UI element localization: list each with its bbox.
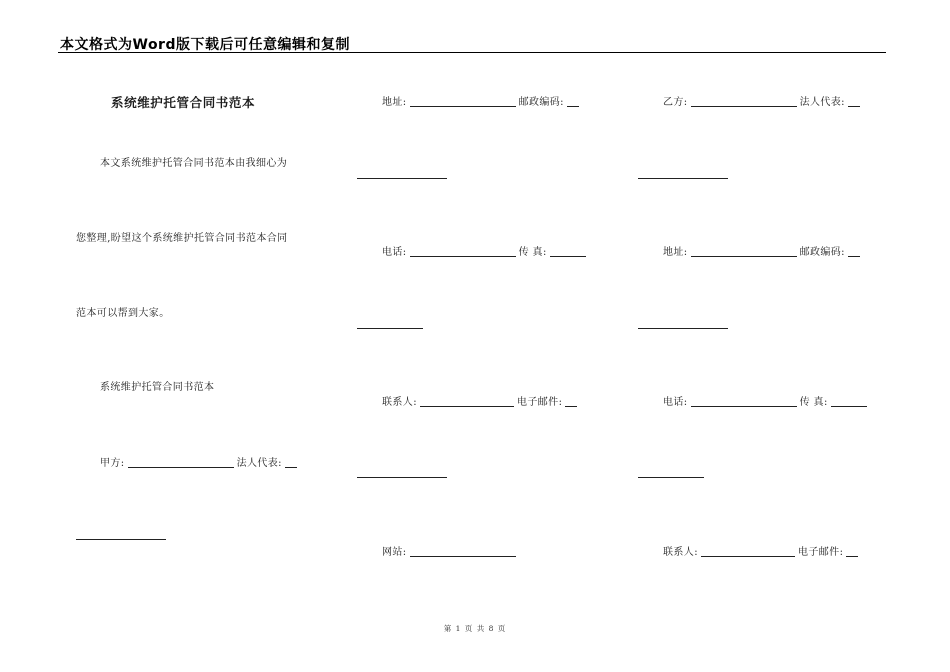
phone-row-b (663, 393, 870, 408)
legal-rep-blank-b[interactable] (848, 105, 860, 107)
email-blank[interactable] (565, 405, 577, 407)
intro-line-1: 本文系统维护托管合同书范本由我细心为 (100, 158, 288, 169)
column-1 (76, 0, 326, 672)
party-b-label: 乙方: (663, 97, 688, 108)
address-row-b (663, 243, 863, 258)
legal-rep-blank[interactable] (285, 466, 297, 468)
contact-blank[interactable] (420, 405, 514, 407)
section-subtitle: 系统维护托管合同书范本 (100, 382, 215, 393)
party-a-blank[interactable] (128, 466, 234, 468)
website-row (382, 543, 519, 558)
legal-rep-label: 法人代表: (236, 458, 282, 469)
postcode-blank[interactable] (567, 105, 579, 107)
column-2 (357, 0, 607, 672)
phone-continuation-blank-b[interactable] (638, 477, 704, 478)
address-row (382, 93, 582, 108)
address-blank[interactable] (410, 105, 516, 107)
contact-row (382, 393, 580, 408)
contact-label: 联系人: (382, 397, 417, 408)
contact-continuation-blank[interactable] (357, 477, 447, 478)
address-label: 地址: (382, 97, 407, 108)
email-label-b: 电子邮件: (797, 547, 844, 558)
fax-label: 传 真: (518, 247, 547, 258)
address-blank-b[interactable] (691, 255, 797, 257)
email-label: 电子邮件: (516, 397, 563, 408)
phone-blank[interactable] (410, 255, 516, 257)
website-blank[interactable] (410, 555, 516, 557)
contract-title: 系统维护托管合同书范本 (111, 95, 256, 110)
address-continuation-blank[interactable] (357, 178, 447, 179)
email-blank-b[interactable] (846, 555, 858, 557)
contact-label-b: 联系人: (663, 547, 698, 558)
contact-row-b (663, 543, 861, 558)
phone-row (382, 243, 589, 258)
intro-line-3: 范本可以帮到大家。 (76, 308, 170, 319)
intro-line-2: 您整理,盼望这个系统维护托管合同书范本合同 (76, 233, 288, 244)
party-a-label: 甲方: (100, 458, 125, 469)
phone-label: 电话: (382, 247, 407, 258)
fax-blank[interactable] (550, 255, 586, 257)
postcode-blank-b[interactable] (848, 255, 860, 257)
contact-blank-b[interactable] (701, 555, 795, 557)
page-number: 第 1 页 共 8 页 (443, 624, 507, 633)
party-b-blank[interactable] (691, 105, 797, 107)
party-b-row (663, 93, 863, 108)
continuation-blank[interactable] (76, 539, 166, 540)
party-b-continuation-blank[interactable] (638, 178, 728, 179)
postcode-label: 邮政编码: (518, 97, 564, 108)
postcode-label-b: 邮政编码: (799, 247, 845, 258)
website-label: 网站: (382, 547, 407, 558)
fax-label-b: 传 真: (799, 397, 828, 408)
phone-blank-b[interactable] (691, 405, 797, 407)
legal-rep-label-b: 法人代表: (799, 97, 845, 108)
phone-label-b: 电话: (663, 397, 688, 408)
header-banner: 本文格式为Word版下载后可任意编辑和复制 (60, 37, 350, 53)
address-continuation-blank-b[interactable] (638, 328, 728, 329)
party-a-row (100, 454, 300, 469)
address-label-b: 地址: (663, 247, 688, 258)
column-3 (638, 0, 888, 672)
phone-continuation-blank[interactable] (357, 328, 423, 329)
fax-blank-b[interactable] (831, 405, 867, 407)
